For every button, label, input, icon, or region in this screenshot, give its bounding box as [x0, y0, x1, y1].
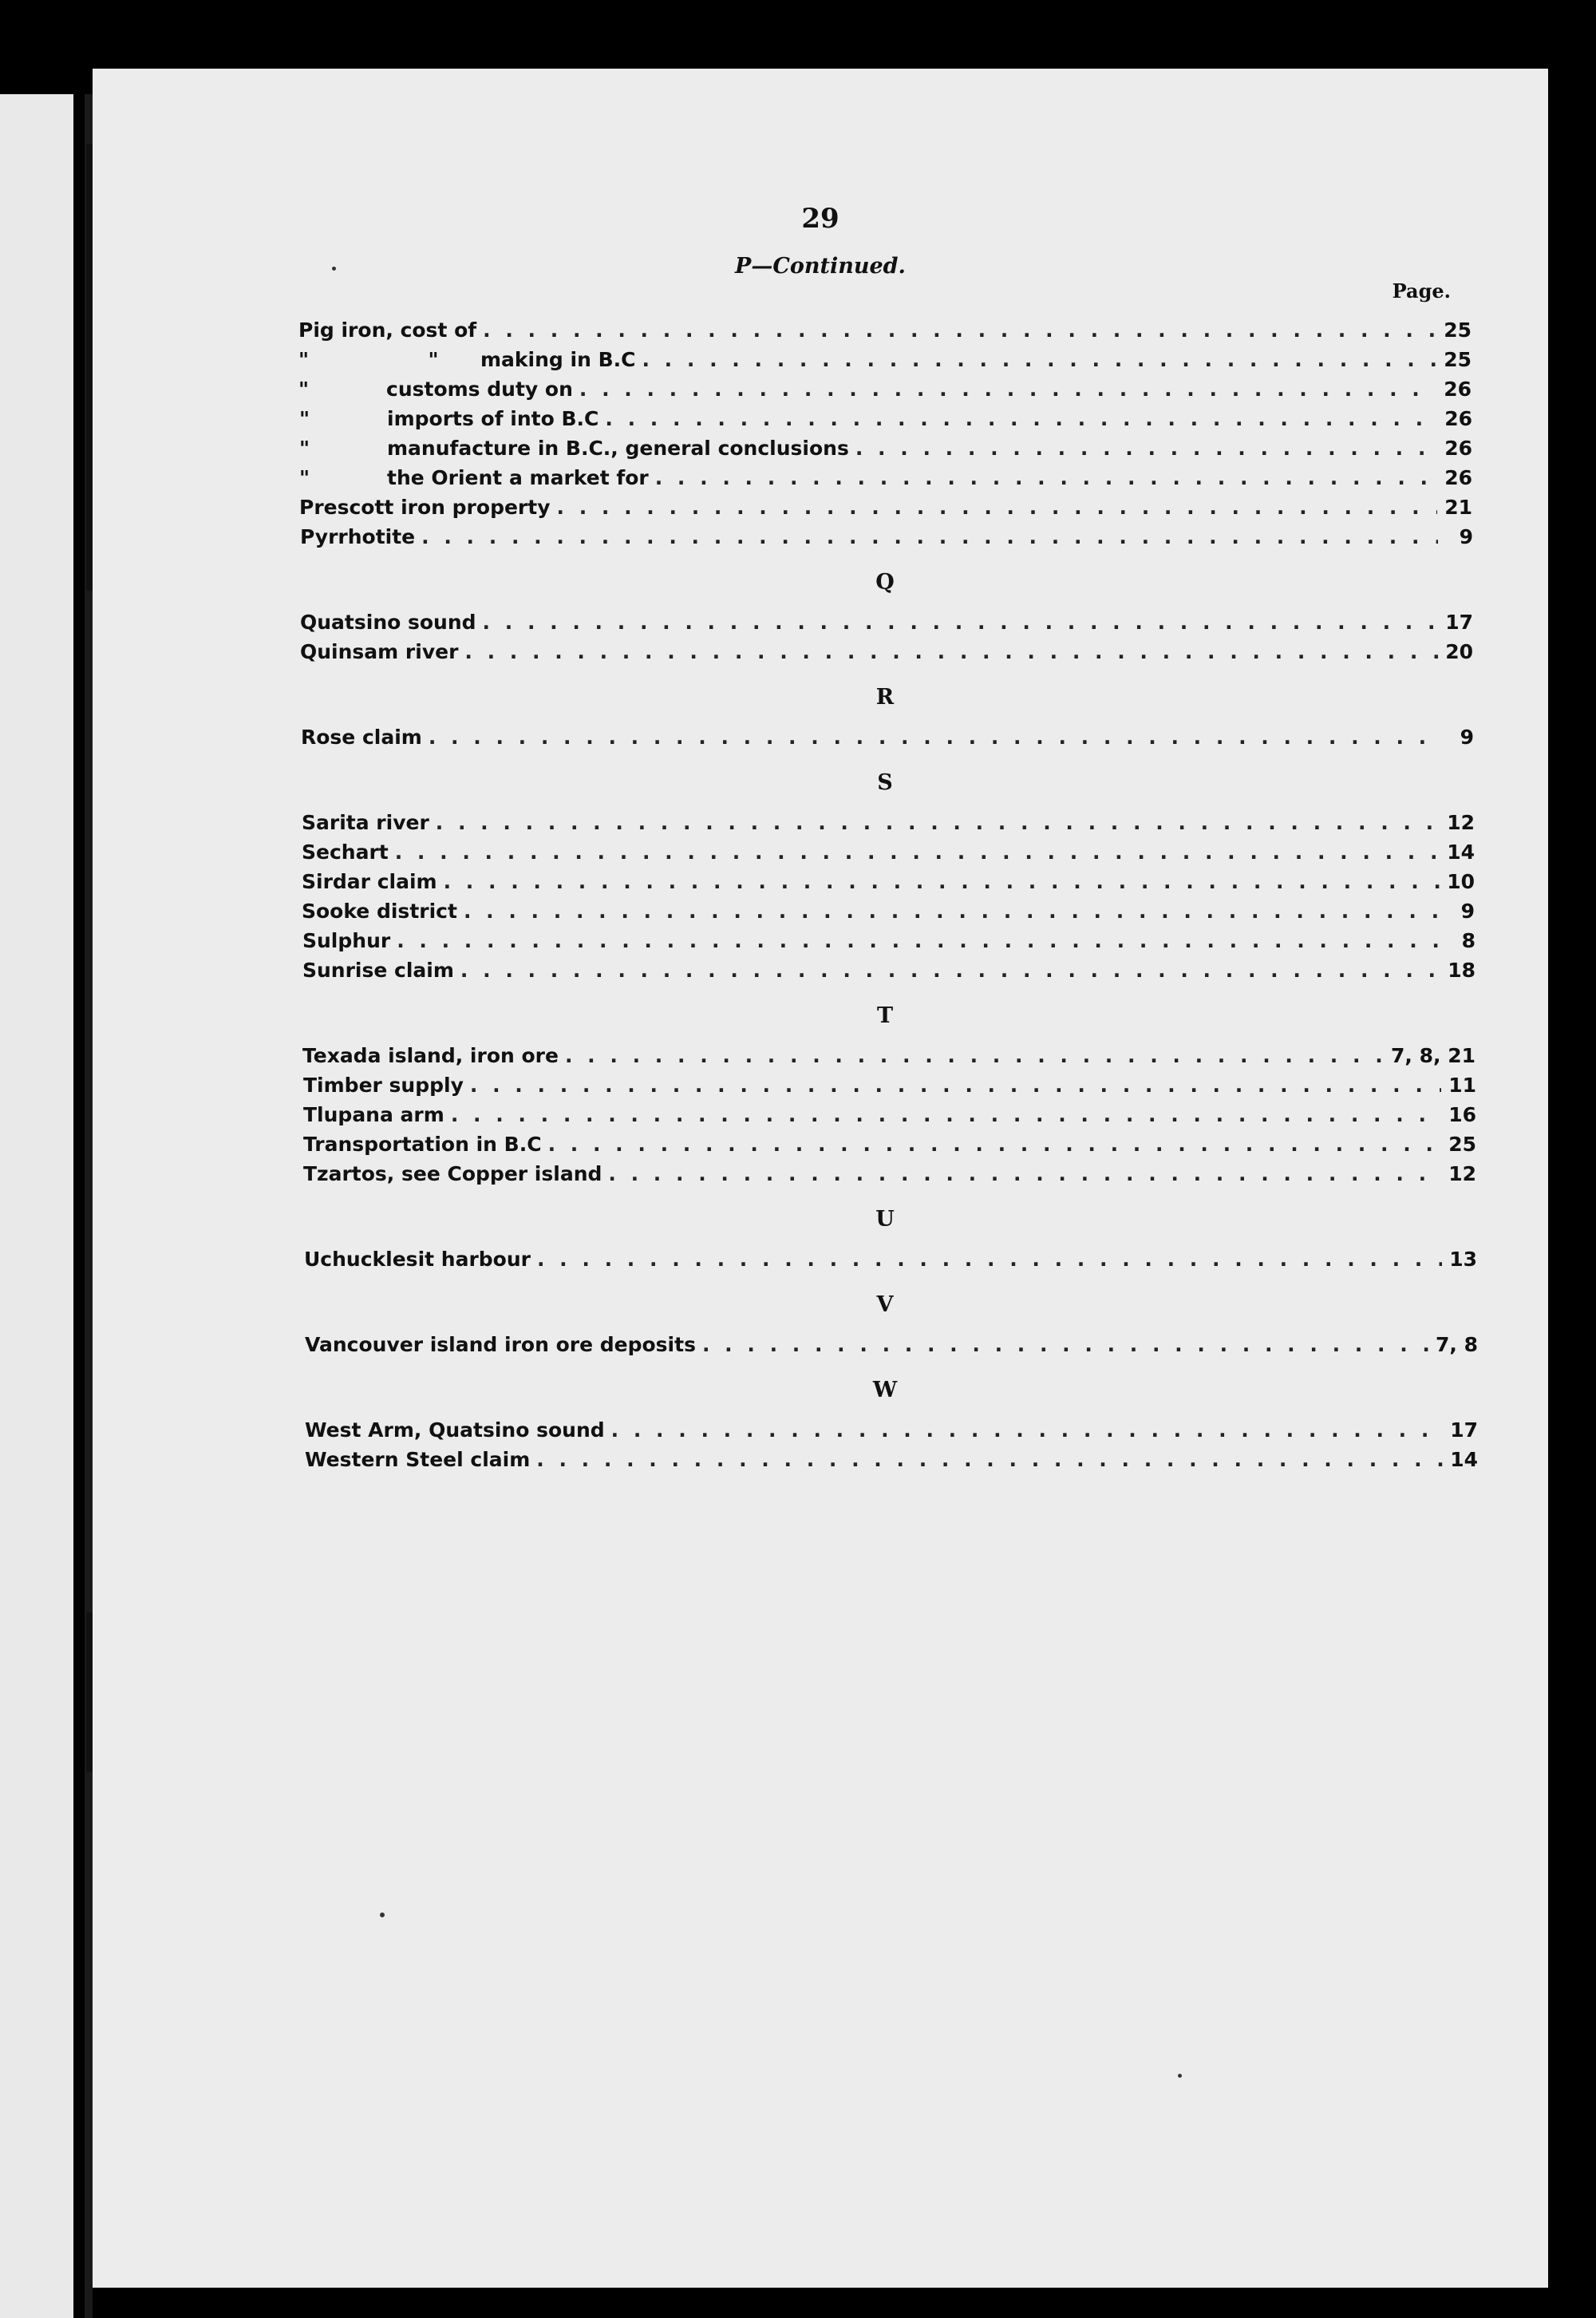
gutter-shadow	[86, 1612, 93, 1772]
entry-pages: 12	[1448, 1162, 1476, 1185]
scan-speck	[1178, 2074, 1182, 2078]
index-entry	[298, 375, 1472, 404]
dot-leader	[483, 608, 1438, 637]
dot-leader	[855, 434, 1437, 463]
entry-label: Transportation in B.C	[303, 1133, 542, 1156]
entry-label: Sunrise claim	[302, 959, 454, 982]
index-entry	[302, 838, 1475, 867]
entry-pages: 25	[1448, 1133, 1476, 1156]
entry-pages: 26	[1444, 407, 1472, 430]
dot-leader	[397, 927, 1440, 955]
dot-leader	[451, 1101, 1441, 1129]
dot-leader	[548, 1130, 1441, 1159]
dot-leader	[605, 405, 1437, 433]
dot-leader	[565, 1042, 1385, 1070]
entry-label: Tzartos, see Copper island	[303, 1162, 602, 1185]
entry-label: Sirdar claim	[302, 870, 437, 893]
index-entry	[299, 464, 1472, 492]
dot-leader	[557, 493, 1438, 522]
index-entry	[299, 405, 1472, 433]
ditto-mark	[299, 405, 387, 433]
entry-pages: 25	[1444, 348, 1472, 371]
entry-label: Sooke district	[302, 900, 457, 923]
ditto-mark	[299, 434, 387, 463]
dot-leader	[483, 316, 1436, 345]
dot-leader	[702, 1331, 1429, 1359]
dot-leader	[579, 375, 1436, 404]
entry-label: Vancouver island iron ore deposits	[305, 1333, 696, 1356]
index-entry	[300, 638, 1473, 667]
index-entry	[302, 927, 1476, 955]
index-entry	[305, 1446, 1478, 1474]
entry-label: Prescott iron property	[299, 496, 551, 519]
index-entry	[302, 956, 1476, 985]
entry-pages: 11	[1448, 1074, 1476, 1097]
ditto-mark: "	[298, 378, 310, 401]
ditto-mark: "	[298, 348, 310, 371]
ditto-mark	[298, 375, 386, 404]
entry-pages: 14	[1447, 841, 1475, 864]
ditto-mark	[299, 464, 387, 492]
index-entry	[298, 316, 1472, 345]
entry-pages: 7, 8	[1436, 1333, 1478, 1356]
entry-pages: 17	[1445, 611, 1473, 634]
index-entry	[298, 346, 1472, 374]
scan-speck	[380, 1913, 385, 1917]
entry-pages: 7, 8, 21	[1391, 1044, 1476, 1067]
entry-label: Sarita river	[302, 811, 429, 834]
entry-pages: 13	[1449, 1248, 1477, 1271]
entry-label: making in B.C	[480, 348, 636, 371]
entry-pages: 10	[1447, 870, 1475, 893]
index-entry	[303, 1071, 1476, 1100]
section-letter: W	[872, 1378, 898, 1402]
section-letter: U	[875, 1207, 895, 1232]
dot-leader	[608, 1160, 1441, 1189]
index-entry	[299, 434, 1472, 463]
entry-label: Western Steel claim	[305, 1448, 531, 1471]
entry-pages: 18	[1448, 959, 1476, 982]
ditto-mark: "	[428, 348, 439, 371]
entry-label: Texada island, iron ore	[302, 1044, 559, 1067]
entry-pages: 21	[1444, 496, 1472, 519]
section-letter: Q	[875, 570, 895, 595]
dot-leader	[611, 1416, 1443, 1445]
dot-leader	[537, 1245, 1442, 1274]
index-entry	[302, 809, 1475, 837]
dot-leader	[464, 897, 1440, 926]
index-entry	[303, 1160, 1476, 1189]
page-column-heading: Page.	[1392, 279, 1451, 303]
entry-label: Timber supply	[303, 1074, 464, 1097]
entry-label: Quinsam river	[300, 640, 459, 663]
entry-pages: 14	[1450, 1448, 1478, 1471]
entry-pages: 8	[1461, 929, 1476, 952]
index-page	[93, 69, 1548, 2288]
index-entry	[303, 1130, 1476, 1159]
entry-label: Sechart	[302, 841, 389, 864]
index-entry	[305, 1331, 1478, 1359]
entry-label: imports of into B.C	[387, 407, 599, 430]
entry-pages: 16	[1448, 1103, 1476, 1126]
section-letter: R	[875, 685, 895, 710]
entry-pages: 20	[1445, 640, 1473, 663]
dot-leader	[464, 638, 1438, 667]
entry-label: manufacture in B.C., general conclusions	[387, 437, 849, 460]
entry-pages: 26	[1444, 378, 1472, 401]
dot-leader	[470, 1071, 1441, 1100]
entry-pages: 12	[1447, 811, 1475, 834]
entry-label: West Arm, Quatsino sound	[305, 1418, 605, 1442]
dot-leader	[460, 956, 1440, 985]
dot-leader	[436, 809, 1440, 837]
dot-leader	[655, 464, 1437, 492]
index-entry	[300, 523, 1473, 552]
dot-leader	[444, 868, 1440, 896]
index-entry	[304, 1245, 1477, 1274]
section-letter: T	[876, 1003, 894, 1028]
page-number: 29	[801, 203, 839, 235]
index-entry	[302, 897, 1475, 926]
entry-label: Uchucklesit harbour	[304, 1248, 531, 1271]
index-entry	[299, 493, 1472, 522]
entry-pages: 17	[1450, 1418, 1478, 1442]
ditto-mark: "	[299, 437, 310, 460]
dot-leader	[395, 838, 1440, 867]
scan-speck	[332, 267, 336, 271]
left-page-edge	[0, 94, 73, 2318]
dot-leader	[429, 723, 1439, 752]
index-entry	[302, 868, 1475, 896]
index-entry	[303, 1101, 1476, 1129]
dot-leader	[642, 346, 1436, 374]
entry-label: Tlupana arm	[303, 1103, 444, 1126]
section-letter: V	[876, 1292, 894, 1317]
entry-pages: 26	[1444, 466, 1472, 489]
ditto-mark: "	[299, 466, 310, 489]
entry-pages: 9	[1460, 900, 1475, 923]
ditto-mark	[298, 346, 386, 374]
entry-pages: 25	[1444, 318, 1472, 342]
entry-label: Sulphur	[302, 929, 391, 952]
ditto-mark: "	[299, 407, 310, 430]
entry-pages: 9	[1460, 726, 1474, 749]
entry-pages: 9	[1459, 525, 1473, 548]
index-entry	[302, 1042, 1476, 1070]
section-letter: S	[877, 770, 893, 795]
entry-label: customs duty on	[386, 378, 573, 401]
continued-heading: P—Continued.	[735, 254, 906, 279]
index-entry	[301, 723, 1474, 752]
index-entry	[300, 608, 1473, 637]
entry-label: the Orient a market for	[387, 466, 649, 489]
index-entry	[305, 1416, 1478, 1445]
gutter-shadow	[86, 144, 93, 591]
entry-label: Rose claim	[301, 726, 422, 749]
dot-leader	[536, 1446, 1443, 1474]
entry-pages: 26	[1444, 437, 1472, 460]
entry-label: Pig iron, cost of	[298, 318, 477, 342]
dot-leader	[421, 523, 1438, 552]
entry-label: Quatsino sound	[300, 611, 476, 634]
entry-label: Pyrrhotite	[300, 525, 416, 548]
